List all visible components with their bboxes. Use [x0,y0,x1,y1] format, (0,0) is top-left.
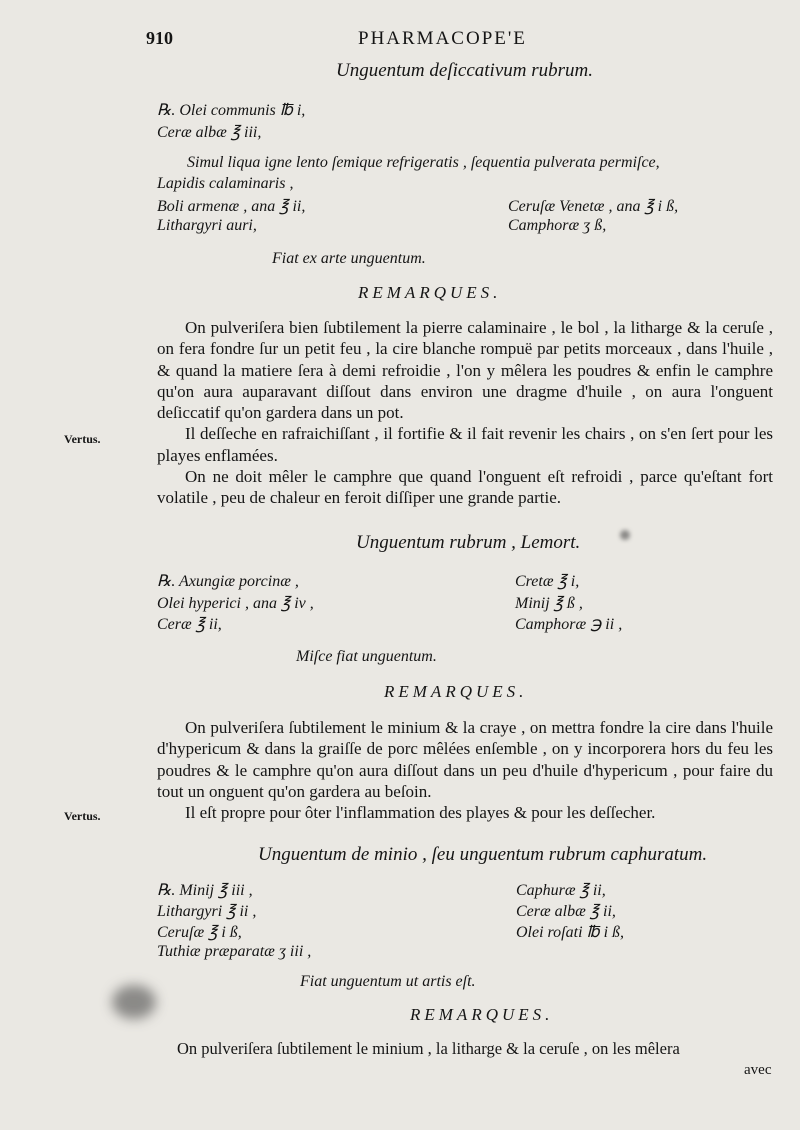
ink-stain-decoration [620,530,630,540]
recipe-line: Boli armenæ , ana ℥ ii, [157,198,306,215]
margin-note: Vertus. [64,432,101,446]
section3-text [177,1038,773,1059]
recipe-line: ℞. Axungiæ porcinæ , [157,573,299,590]
recipe-line: Cretæ ℥ i, [515,573,580,590]
recipe-line: Ceræ albæ ℥ iii, [157,124,262,141]
paragraph: On ne doit mêler le camphre que quand l'onguent eſt refroidi , parce qu'eſtant fort volatile , peu de chaleur en feroit diſſiper une grande partie. [157,467,773,508]
recipe-line: Olei roſati ℔ i ß, [516,924,625,941]
recipe-line: Lithargyri ℥ ii , [157,903,257,920]
section2-text [157,717,773,823]
fiat-line: Fiat ex arte unguentum. [272,250,426,267]
recipe-line: ℞. Minij ℥ iii , [157,882,253,899]
remarques-heading: REMARQUES. [410,1005,554,1024]
recipe-line: Tuthiæ præparatæ ʒ iii , [157,943,312,960]
ink-stain-decoration [112,985,156,1019]
remarques-heading: REMARQUES. [358,283,502,302]
page-number: 910 [146,28,173,48]
recipe-line: Lapidis calaminaris , [157,175,294,192]
recipe-line: Olei hyperici , ana ℥ iv , [157,595,314,612]
paragraph: On pulveriſera ſubtilement le minium , la litharge & la ceruſe , on les mêlera [177,1039,680,1058]
catchword: avec [744,1062,772,1078]
recipe-line: Lithargyri auri, [157,217,257,234]
remarques-heading: REMARQUES. [384,682,528,701]
paragraph: Il eſt propre pour ôter l'inflammation des playes & pour les deſſecher. [185,803,656,823]
margin-note: Vertus. [64,809,101,823]
paragraph: Il deſſeche en rafraichiſſant , il fortifie & il fait revenir les chairs , on s'en ſert pour les playes enflamées. [157,424,773,465]
recipe-line: Minij ℥ ß , [515,595,583,612]
recipe-line: Ceræ ℥ ii, [157,616,222,633]
recipe-line: Caphuræ ℥ ii, [516,882,606,899]
recipe-line: Ceruſæ ℥ i ß, [157,924,242,941]
section1-text [157,317,773,509]
section3-title: Unguentum de minio , ſeu unguentum rubrum caphuratum. [258,844,708,865]
recipe-line: Simul liqua igne lento ſemique refrigeratis , ſequentia pulverata permiſce, [187,154,660,171]
paragraph: On pulveriſera ſubtilement le minium & la craye , on mettra fondre la cire dans l'huile d'hypericum & dans la graiſſe de porc mêlées enſemble , on y incorporera hors du feu les poudres & le camphre qu'on aura diſſout dans un peu d'huile d'hypericum , pour faire du tout un onguent qu'on gardera au beſoin. [157,718,773,801]
section2-title: Unguentum rubrum , Lemort. [356,532,581,553]
fiat-line: Fiat unguentum ut artis eſt. [300,973,476,990]
recipe-line: ℞. Olei communis ℔ i, [157,102,306,119]
section1-title: Unguentum deſiccativum rubrum. [336,60,593,81]
recipe-line: Ceræ albæ ℥ ii, [516,903,616,920]
recipe-line: Ceruſæ Venetæ , ana ℥ i ß, [508,198,679,215]
recipe-line: Camphoræ ʒ ß, [508,217,607,234]
recipe-line: Camphoræ ℈ ii , [515,616,623,633]
running-header: PHARMACOPE'E [358,28,527,49]
paragraph: On pulveriſera bien ſubtilement la pierre calaminaire , le bol , la litharge & la ceruſe , on fera fondre ſur un petit feu , la cire blanche rompuë par petits morceaux , dans l'huile , & quand la matiere ſera à demi refroidie , l'on y mêlera les poudres & enfin le camphre qu'on aura auparavant diſſout dans environ une dragme d'huile , on aura l'onguent deſiccatif qu'on gardera dans un pot. [157,318,773,423]
fiat-line: Miſce fiat unguentum. [296,648,437,665]
